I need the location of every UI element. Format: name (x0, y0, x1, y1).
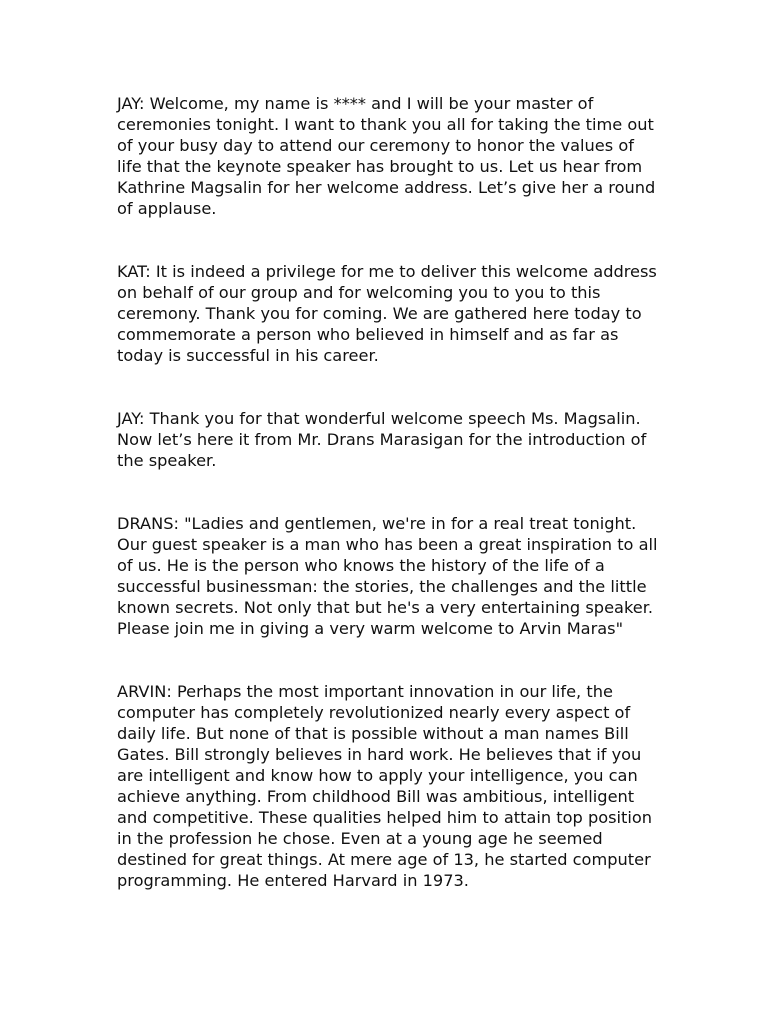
paragraph-jay-welcome: JAY: Welcome, my name is **** and I will be your master of ceremonies tonight. I want to thank you all for taking the time out of your busy day to attend our ceremony to honor the values of life that the keynote speaker has brought to us. Let us hear from Kathrine Magsalin for her welcome address. Let’s give her a round of applause. (117, 94, 656, 218)
paragraph-jay-introduction: JAY: Thank you for that wonderful welcome speech Ms. Magsalin. Now let’s here it from Mr. Drans Marasigan for the introduction of the speaker. (117, 409, 647, 470)
paragraph-arvin-speech: ARVIN: Perhaps the most important innovation in our life, the computer has completely revolutionized nearly every aspect of daily life. But none of that is possible without a man names Bill Gates. Bill strongly believes in hard work. He believes that if you are intelligent and know how to apply your intelligence, you can achieve anything. From childhood Bill was ambitious, intelligent and competitive. These qualities helped him to attain top position in the profession he chose. Even at a young age he seemed destined for great things. At mere age of 13, he started computer programming. He entered Harvard in 1973. (117, 682, 653, 890)
paragraph-drans-speech: DRANS: "Ladies and gentlemen, we're in for a real treat tonight. Our guest speaker is a man who has been a great inspiration to all of us. He is the person who knows the history of the life of a successful businessman: the stories, the challenges and the little known secrets. Not only that but he's a very entertaining speaker. Please join me in giving a very warm welcome to Arvin Maras" (117, 514, 658, 638)
document-page (117, 93, 662, 891)
paragraph-kat-address: KAT: It is indeed a privilege for me to deliver this welcome address on behalf of our group and for welcoming you to you to this ceremony. Thank you for coming. We are gathered here today to commemorate a person who believed in himself and as far as today is successful in his career. (117, 262, 657, 365)
